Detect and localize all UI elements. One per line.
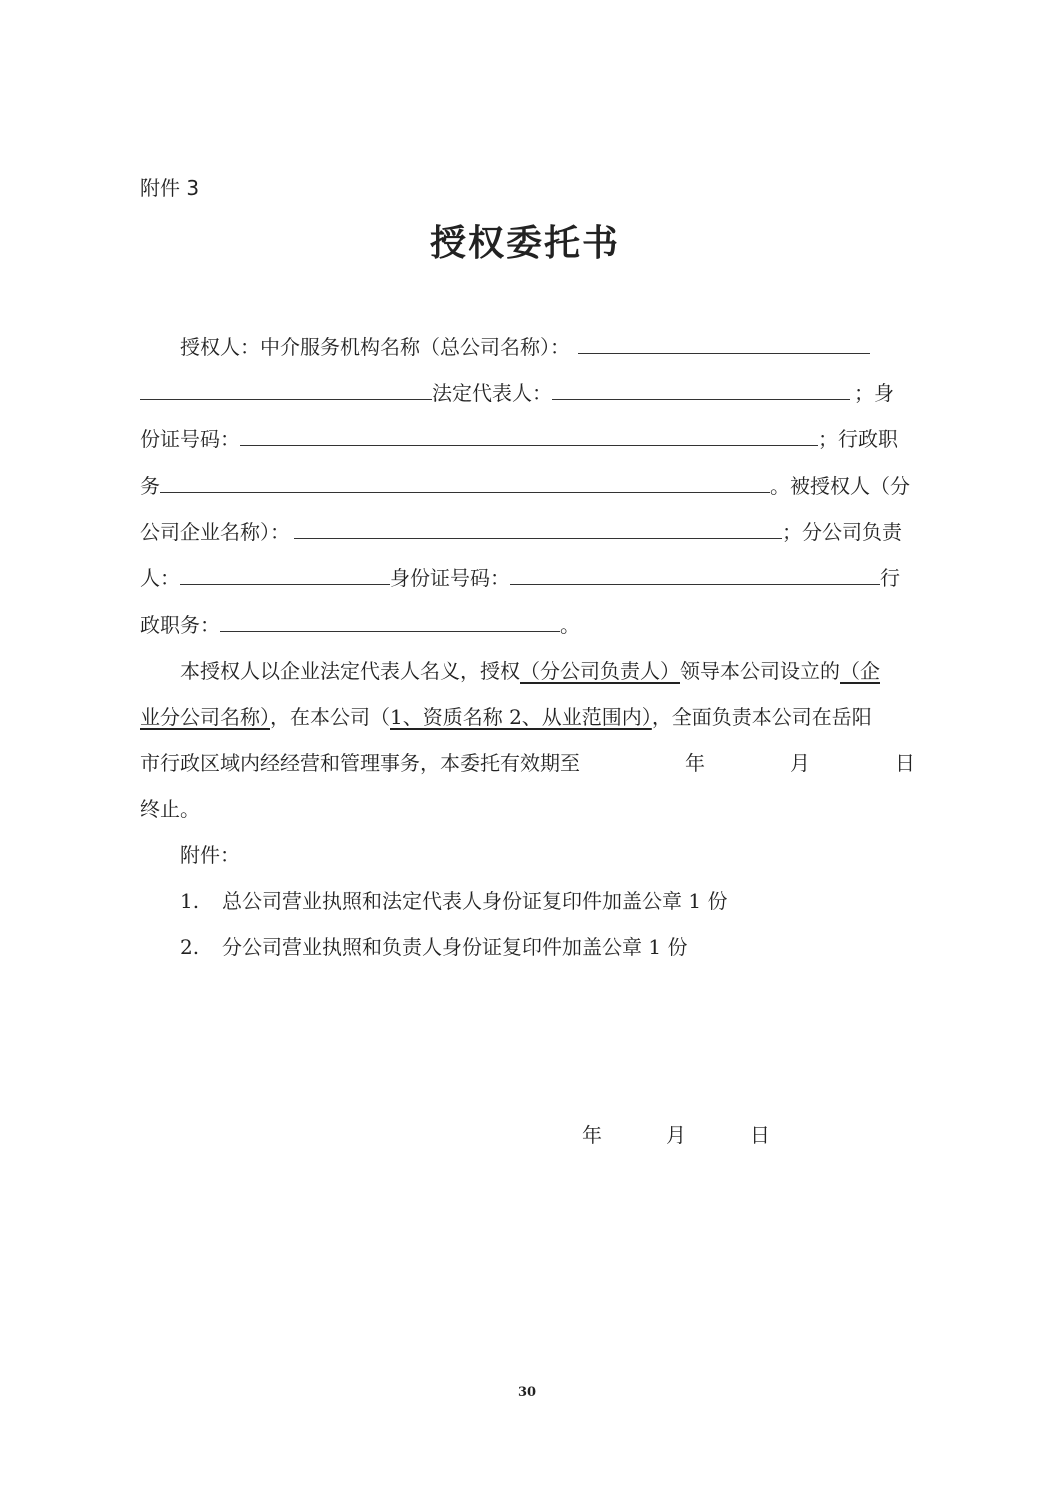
body-line-3 — [140, 750, 580, 776]
legal-rep-blank[interactable] — [552, 381, 850, 400]
underlined-text: 1、资质名称 2、从业范围内） — [390, 705, 652, 729]
grantee-label: 。被授权人（分 — [770, 474, 910, 498]
validity-month: 月 — [790, 751, 810, 775]
attachments-heading: 附件： — [180, 843, 240, 867]
text: ，全面负责本公司在岳阳 — [651, 705, 872, 729]
branch-head-blank[interactable] — [180, 566, 390, 585]
id-number-blank[interactable] — [240, 427, 818, 446]
attachment-item — [180, 934, 687, 960]
item-number: 1. — [180, 889, 200, 913]
grantor-label: 授权人：中介服务机构名称（总公司名称）： — [180, 335, 570, 359]
item-text: 总公司营业执照和法定代表人身份证复印件加盖公章 1 份 — [222, 889, 728, 913]
underlined-text: （企 — [840, 659, 880, 683]
branch-position-blank[interactable] — [220, 613, 560, 632]
text: 行 — [880, 566, 900, 590]
form-line-3 — [140, 426, 898, 452]
document-title: 授权委托书 — [430, 223, 621, 264]
id-number-label: 份证号码： — [140, 427, 240, 451]
form-line-1 — [180, 334, 870, 360]
position-label: 政职务： — [140, 613, 220, 637]
item-number: 2. — [180, 935, 200, 959]
form-line-7 — [140, 612, 580, 638]
text: 领导本公司设立的 — [680, 659, 840, 683]
signature-year: 年 — [582, 1123, 602, 1147]
body-line-2 — [140, 704, 872, 730]
grantor-name-blank[interactable] — [578, 335, 870, 354]
body-line-1 — [180, 658, 880, 684]
text: 务 — [140, 474, 160, 498]
text: ；身 — [854, 381, 894, 405]
validity-day: 日 — [895, 751, 915, 775]
form-line-6 — [140, 565, 900, 591]
page-number: 30 — [518, 1385, 537, 1400]
form-line-5 — [140, 519, 902, 545]
branch-name-label: 公司企业名称）： — [140, 520, 290, 544]
text: 。 — [560, 613, 580, 637]
signature-day: 日 — [750, 1123, 770, 1147]
attachment-label: 附件 3 — [140, 176, 200, 200]
id-number-label: 身份证号码： — [390, 566, 510, 590]
attachment-item — [180, 888, 727, 914]
underlined-text: （分公司负责人） — [520, 659, 680, 683]
text: 本授权人以企业法定代表人名义，授权 — [180, 659, 520, 683]
validity-year: 年 — [685, 751, 705, 775]
text: ；行政职 — [818, 427, 898, 451]
grantor-name-blank-cont[interactable] — [140, 381, 432, 400]
item-text: 分公司营业执照和负责人身份证复印件加盖公章 1 份 — [222, 935, 688, 959]
position-blank[interactable] — [160, 474, 770, 493]
text: 市行政区域内经经营和管理事务，本委托有效期至 — [140, 751, 580, 775]
branch-head-id-blank[interactable] — [510, 566, 880, 585]
body-line-4: 终止。 — [140, 797, 200, 821]
form-line-2 — [140, 380, 894, 406]
text: ；分公司负责 — [782, 520, 902, 544]
branch-head-label: 人： — [140, 566, 180, 590]
legal-rep-label: 法定代表人： — [432, 381, 552, 405]
signature-month: 月 — [666, 1123, 686, 1147]
underlined-text: 业分公司名称） — [140, 705, 270, 729]
text: ，在本公司（ — [270, 705, 390, 729]
branch-name-blank[interactable] — [294, 520, 782, 539]
form-line-4 — [140, 473, 910, 499]
